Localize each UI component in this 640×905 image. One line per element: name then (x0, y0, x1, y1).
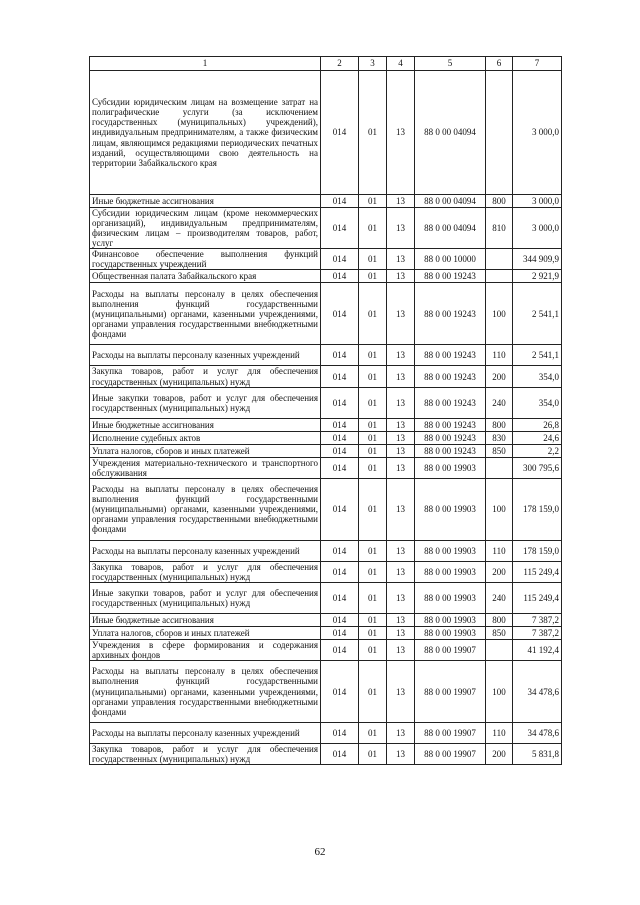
subsection-code-cell: 13 (387, 71, 415, 195)
expense-type-cell: 810 (486, 208, 513, 249)
ministry-code-cell: 014 (321, 582, 359, 613)
expense-type-cell: 800 (486, 613, 513, 626)
expense-type-cell: 850 (486, 626, 513, 639)
amount-cell: 24,6 (513, 431, 562, 444)
ministry-code-cell: 014 (321, 457, 359, 478)
ministry-code-cell: 014 (321, 418, 359, 431)
expense-type-cell: 200 (486, 366, 513, 387)
target-article-cell: 88 0 00 19903 (415, 478, 486, 540)
expense-type-cell: 850 (486, 444, 513, 457)
section-code-cell: 01 (359, 71, 387, 195)
section-code-cell: 01 (359, 561, 387, 582)
section-code-cell: 01 (359, 431, 387, 444)
subsection-code-cell: 13 (387, 457, 415, 478)
amount-cell: 3 000,0 (513, 195, 562, 208)
row-name-cell: Субсидии юридическим лицам (кроме некоммерческих организаций), индивидуальным предпринимателям, физическим лицам – производителям товаров, работ, услуг (90, 208, 321, 249)
section-code-cell: 01 (359, 723, 387, 744)
ministry-code-cell: 014 (321, 195, 359, 208)
subsection-code-cell: 13 (387, 208, 415, 249)
subsection-code-cell: 13 (387, 283, 415, 345)
header-cell: 4 (387, 57, 415, 71)
target-article-cell: 88 0 00 19903 (415, 457, 486, 478)
row-name-cell: Финансовое обеспечение выполнения функций государственных учреждений (90, 249, 321, 270)
section-code-cell: 01 (359, 457, 387, 478)
expense-type-cell: 100 (486, 478, 513, 540)
table-row (90, 744, 562, 765)
amount-cell: 354,0 (513, 387, 562, 418)
expense-type-cell: 200 (486, 744, 513, 765)
ministry-code-cell: 014 (321, 561, 359, 582)
table-row (90, 661, 562, 723)
ministry-code-cell: 014 (321, 208, 359, 249)
amount-cell: 5 831,8 (513, 744, 562, 765)
table-row (90, 249, 562, 270)
target-article-cell: 88 0 00 19243 (415, 387, 486, 418)
amount-cell: 26,8 (513, 418, 562, 431)
row-name-cell: Расходы на выплаты персоналу в целях обеспечения выполнения функций государственными (муниципальными) органами, казенными учреждениями, органами управления государственными внебюджетными фондами (90, 661, 321, 723)
header-cell: 5 (415, 57, 486, 71)
row-name-cell: Субсидии юридическим лицам на возмещение затрат на полиграфические услуги (за исключением государственных (муниципальных) учреждений), индивидуальным предпринимателям, а также физическим лицам, являющимся редакциями периодических печатных изданий, осуществляющими свою деятельность на территории Забайкальского края (90, 71, 321, 195)
subsection-code-cell: 13 (387, 387, 415, 418)
target-article-cell: 88 0 00 19903 (415, 561, 486, 582)
page-number: 62 (314, 846, 326, 858)
table-row (90, 478, 562, 540)
row-name-cell: Расходы на выплаты персоналу в целях обеспечения выполнения функций государственными (муниципальными) органами, казенными учреждениями, органами управления государственными внебюджетными фондами (90, 478, 321, 540)
target-article-cell: 88 0 00 04094 (415, 208, 486, 249)
table-row (90, 626, 562, 639)
subsection-code-cell: 13 (387, 561, 415, 582)
target-article-cell: 88 0 00 19903 (415, 582, 486, 613)
target-article-cell: 88 0 00 19243 (415, 444, 486, 457)
section-code-cell: 01 (359, 478, 387, 540)
table-row (90, 540, 562, 561)
target-article-cell: 88 0 00 04094 (415, 71, 486, 195)
target-article-cell: 88 0 00 19243 (415, 345, 486, 366)
target-article-cell: 88 0 00 19907 (415, 744, 486, 765)
table-row (90, 444, 562, 457)
amount-cell: 2,2 (513, 444, 562, 457)
subsection-code-cell: 13 (387, 540, 415, 561)
budget-table (89, 56, 562, 765)
ministry-code-cell: 014 (321, 613, 359, 626)
ministry-code-cell: 014 (321, 366, 359, 387)
ministry-code-cell: 014 (321, 71, 359, 195)
row-name-cell: Иные бюджетные ассигнования (90, 418, 321, 431)
target-article-cell: 88 0 00 04094 (415, 195, 486, 208)
ministry-code-cell: 014 (321, 744, 359, 765)
table-row (90, 387, 562, 418)
ministry-code-cell: 014 (321, 270, 359, 283)
row-name-cell: Расходы на выплаты персоналу казенных учреждений (90, 723, 321, 744)
row-name-cell: Иные закупки товаров, работ и услуг для обеспечения государственных (муниципальных) нужд (90, 387, 321, 418)
amount-cell: 3 000,0 (513, 71, 562, 195)
table-row (90, 366, 562, 387)
subsection-code-cell: 13 (387, 418, 415, 431)
expense-type-cell: 100 (486, 283, 513, 345)
target-article-cell: 88 0 00 19907 (415, 661, 486, 723)
subsection-code-cell: 13 (387, 723, 415, 744)
row-name-cell: Закупка товаров, работ и услуг для обеспечения государственных (муниципальных) нужд (90, 744, 321, 765)
expense-type-cell: 110 (486, 723, 513, 744)
section-code-cell: 01 (359, 582, 387, 613)
subsection-code-cell: 13 (387, 582, 415, 613)
subsection-code-cell: 13 (387, 431, 415, 444)
table-row (90, 582, 562, 613)
ministry-code-cell: 014 (321, 431, 359, 444)
amount-cell: 7 387,2 (513, 613, 562, 626)
section-code-cell: 01 (359, 444, 387, 457)
section-code-cell: 01 (359, 387, 387, 418)
amount-cell: 41 192,4 (513, 639, 562, 660)
expense-type-cell: 100 (486, 661, 513, 723)
table-row (90, 639, 562, 660)
section-code-cell: 01 (359, 661, 387, 723)
ministry-code-cell: 014 (321, 444, 359, 457)
expense-type-cell: 240 (486, 582, 513, 613)
section-code-cell: 01 (359, 626, 387, 639)
row-name-cell: Закупка товаров, работ и услуг для обеспечения государственных (муниципальных) нужд (90, 561, 321, 582)
amount-cell: 2 921,9 (513, 270, 562, 283)
target-article-cell: 88 0 00 19243 (415, 366, 486, 387)
table-row (90, 613, 562, 626)
ministry-code-cell: 014 (321, 249, 359, 270)
section-code-cell: 01 (359, 195, 387, 208)
row-name-cell: Иные бюджетные ассигнования (90, 195, 321, 208)
header-cell: 7 (513, 57, 562, 71)
subsection-code-cell: 13 (387, 345, 415, 366)
table-row (90, 418, 562, 431)
row-name-cell: Закупка товаров, работ и услуг для обеспечения государственных (муниципальных) нужд (90, 366, 321, 387)
ministry-code-cell: 014 (321, 387, 359, 418)
section-code-cell: 01 (359, 345, 387, 366)
expense-type-cell: 830 (486, 431, 513, 444)
subsection-code-cell: 13 (387, 744, 415, 765)
table-row (90, 283, 562, 345)
expense-type-cell: 110 (486, 540, 513, 561)
section-code-cell: 01 (359, 249, 387, 270)
expense-type-cell (486, 71, 513, 195)
table-row (90, 71, 562, 195)
ministry-code-cell: 014 (321, 345, 359, 366)
expense-type-cell: 240 (486, 387, 513, 418)
ministry-code-cell: 014 (321, 639, 359, 660)
amount-cell: 115 249,4 (513, 582, 562, 613)
section-code-cell: 01 (359, 283, 387, 345)
target-article-cell: 88 0 00 19243 (415, 431, 486, 444)
row-name-cell: Расходы на выплаты персоналу казенных учреждений (90, 345, 321, 366)
table-row (90, 345, 562, 366)
amount-cell: 115 249,4 (513, 561, 562, 582)
amount-cell: 34 478,6 (513, 723, 562, 744)
subsection-code-cell: 13 (387, 366, 415, 387)
header-cell: 3 (359, 57, 387, 71)
ministry-code-cell: 014 (321, 283, 359, 345)
table-row (90, 561, 562, 582)
subsection-code-cell: 13 (387, 444, 415, 457)
amount-cell: 34 478,6 (513, 661, 562, 723)
row-name-cell: Исполнение судебных актов (90, 431, 321, 444)
section-code-cell: 01 (359, 208, 387, 249)
ministry-code-cell: 014 (321, 723, 359, 744)
amount-cell: 7 387,2 (513, 626, 562, 639)
amount-cell: 178 159,0 (513, 540, 562, 561)
expense-type-cell (486, 249, 513, 270)
expense-type-cell (486, 270, 513, 283)
expense-type-cell (486, 457, 513, 478)
section-code-cell: 01 (359, 540, 387, 561)
target-article-cell: 88 0 00 19903 (415, 626, 486, 639)
table-row (90, 723, 562, 744)
subsection-code-cell: 13 (387, 249, 415, 270)
expense-type-cell: 800 (486, 418, 513, 431)
amount-cell: 354,0 (513, 366, 562, 387)
row-name-cell: Учреждения в сфере формирования и содержания архивных фондов (90, 639, 321, 660)
ministry-code-cell: 014 (321, 478, 359, 540)
subsection-code-cell: 13 (387, 613, 415, 626)
target-article-cell: 88 0 00 19243 (415, 418, 486, 431)
amount-cell: 2 541,1 (513, 283, 562, 345)
row-name-cell: Учреждения материально-технического и транспортного обслуживания (90, 457, 321, 478)
table-header-row (90, 57, 562, 71)
section-code-cell: 01 (359, 270, 387, 283)
amount-cell: 300 795,6 (513, 457, 562, 478)
subsection-code-cell: 13 (387, 478, 415, 540)
row-name-cell: Общественная палата Забайкальского края (90, 270, 321, 283)
section-code-cell: 01 (359, 366, 387, 387)
amount-cell: 344 909,9 (513, 249, 562, 270)
target-article-cell: 88 0 00 19243 (415, 283, 486, 345)
expense-type-cell (486, 639, 513, 660)
target-article-cell: 88 0 00 19243 (415, 270, 486, 283)
subsection-code-cell: 13 (387, 639, 415, 660)
expense-type-cell: 110 (486, 345, 513, 366)
expense-type-cell: 800 (486, 195, 513, 208)
section-code-cell: 01 (359, 744, 387, 765)
table-row (90, 195, 562, 208)
header-cell: 2 (321, 57, 359, 71)
table-row (90, 270, 562, 283)
target-article-cell: 88 0 00 19907 (415, 639, 486, 660)
ministry-code-cell: 014 (321, 626, 359, 639)
amount-cell: 178 159,0 (513, 478, 562, 540)
subsection-code-cell: 13 (387, 270, 415, 283)
row-name-cell: Уплата налогов, сборов и иных платежей (90, 626, 321, 639)
row-name-cell: Уплата налогов, сборов и иных платежей (90, 444, 321, 457)
row-name-cell: Расходы на выплаты персоналу казенных учреждений (90, 540, 321, 561)
amount-cell: 3 000,0 (513, 208, 562, 249)
subsection-code-cell: 13 (387, 626, 415, 639)
target-article-cell: 88 0 00 10000 (415, 249, 486, 270)
ministry-code-cell: 014 (321, 661, 359, 723)
row-name-cell: Иные закупки товаров, работ и услуг для обеспечения государственных (муниципальных) нужд (90, 582, 321, 613)
table-row (90, 208, 562, 249)
target-article-cell: 88 0 00 19903 (415, 540, 486, 561)
amount-cell: 2 541,1 (513, 345, 562, 366)
section-code-cell: 01 (359, 613, 387, 626)
row-name-cell: Иные бюджетные ассигнования (90, 613, 321, 626)
section-code-cell: 01 (359, 639, 387, 660)
subsection-code-cell: 13 (387, 661, 415, 723)
expense-type-cell: 200 (486, 561, 513, 582)
section-code-cell: 01 (359, 418, 387, 431)
header-cell: 1 (90, 57, 321, 71)
row-name-cell: Расходы на выплаты персоналу в целях обеспечения выполнения функций государственными (муниципальными) органами, казенными учреждениями, органами управления государственными внебюджетными фондами (90, 283, 321, 345)
ministry-code-cell: 014 (321, 540, 359, 561)
target-article-cell: 88 0 00 19903 (415, 613, 486, 626)
header-cell: 6 (486, 57, 513, 71)
target-article-cell: 88 0 00 19907 (415, 723, 486, 744)
table-row (90, 457, 562, 478)
table-row (90, 431, 562, 444)
subsection-code-cell: 13 (387, 195, 415, 208)
